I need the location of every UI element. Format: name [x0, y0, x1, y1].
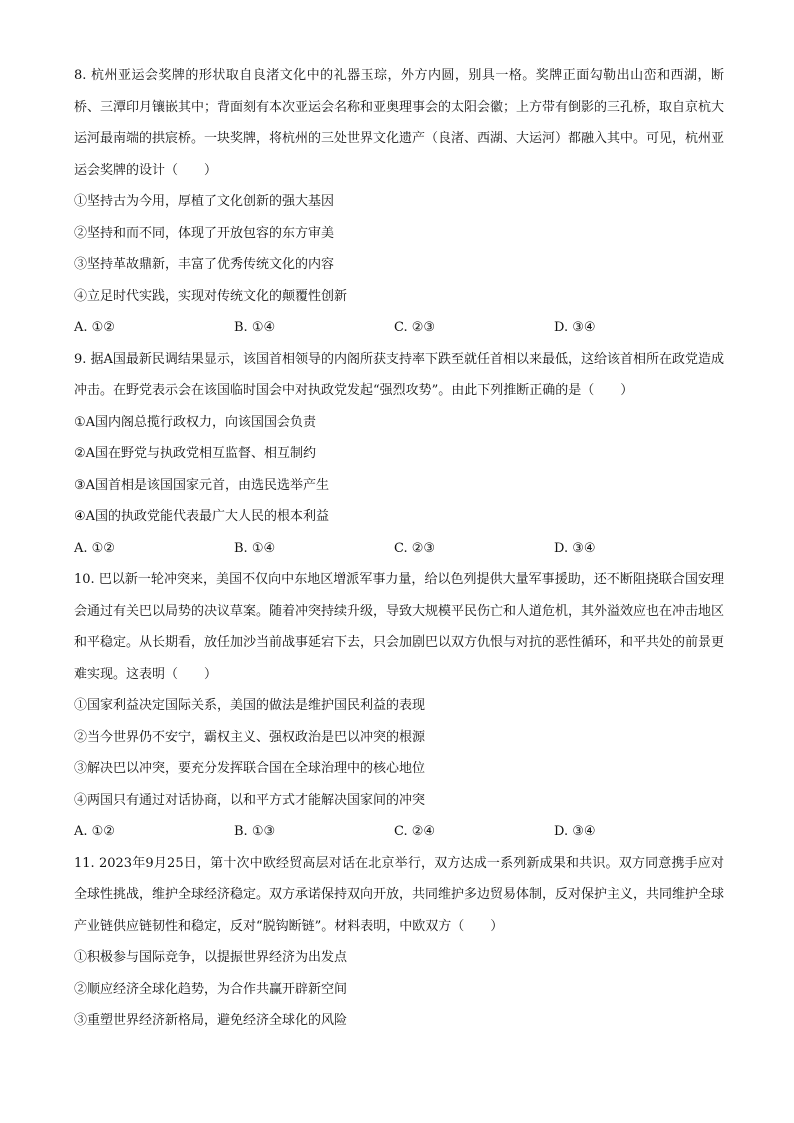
question-stem: 11. 2023年9月25日，第十次中欧经贸高层对话在北京举行，双方达成一系列新成果和共识。双方同意携手应对全球性挑战，维护全球经济稳定。双方承诺保持双向开放，共同维护多边贸易体制，反对保护主义，共同维护全球产业链供应链韧性和稳定，反对“脱钩断链”。材料表明，中欧双方（ ）	[74, 855, 725, 934]
choice-c: C. ②③	[394, 540, 436, 556]
question-stem: 8. 杭州亚运会奖牌的形状取自良渚文化中的礼器玉琮，外方内圆，别具一格。奖牌正面勾勒出山峦和西湖，断桥、三潭印月镶嵌其中；背面刻有本次亚运会名称和亚奥理事会的太阳会徽；上方带有倒影的三孔桥，取自京杭大运河最南端的拱宸桥。一块奖牌，将杭州的三处世界文化遗产（良渚、西湖、大运河）都融入其中。可见，杭州亚运会奖牌的设计（ ）	[74, 68, 725, 178]
option-4: ④A国的执政党能代表最广大人民的根本利益	[74, 509, 330, 524]
option-1: ①国家利益决定国际关系，美国的做法是维护国民利益的表现	[74, 698, 426, 713]
option-1: ①积极参与国际竞争，以提振世界经济为出发点	[74, 950, 348, 965]
choice-b: B. ①③	[234, 824, 276, 839]
choice-d: D. ③④	[554, 824, 596, 839]
question-8	[74, 60, 724, 344]
question-11	[74, 848, 724, 1037]
question-10	[74, 564, 724, 848]
option-4: ④两国只有通过对话协商，以和平方式才能解决国家间的冲突	[74, 792, 426, 808]
question-stem: 9. 据A国最新民调结果显示，该国首相领导的内阁所获支持率下跌至就任首相以来最低，这给该首相所在政党造成冲击。在野党表示会在该国临时国会中对执政党发起“强烈攻势”。由此下列推断正确的是（ ）	[74, 351, 724, 398]
choice-a: A. ①②	[74, 540, 115, 556]
option-1: ①A国内阁总揽行政权力，向该国国会负责	[74, 414, 317, 430]
option-1: ①坚持古为今用，厚植了文化创新的强大基因	[74, 194, 335, 209]
choice-b: B. ①④	[234, 540, 276, 556]
choice-d: D. ③④	[554, 320, 596, 335]
option-4: ④立足时代实践，实现对传统文化的颠覆性创新	[74, 288, 348, 304]
choice-c: C. ②③	[394, 320, 436, 335]
question-stem: 10. 巴以新一轮冲突来，美国不仅向中东地区增派军事力量，给以色列提供大量军事援助，还不断阻挠联合国安理会通过有关巴以局势的决议草案。随着冲突持续升级，导致大规模平民伤亡和人道危机，其外溢效应也在冲击地区和平稳定。从长期看，放任加沙当前战事延宕下去，只会加剧巴以双方仇恨与对抗的恶性循环，和平共处的前景更难实现。这表明（ ）	[74, 572, 725, 682]
option-2: ②当今世界仍不安宁，霸权主义、强权政治是巴以冲突的根源	[74, 729, 426, 745]
choice-a: A. ①②	[74, 320, 115, 335]
option-3: ③解决巴以冲突，要充分发挥联合国在全球治理中的核心地位	[74, 761, 426, 776]
choice-d: D. ③④	[554, 540, 596, 556]
choice-b: B. ①④	[234, 320, 276, 335]
option-2: ②A国在野党与执政党相互监督、相互制约	[74, 446, 317, 461]
choice-a: A. ①②	[74, 824, 115, 839]
question-list	[74, 60, 724, 1037]
option-2: ②坚持和而不同，体现了开放包容的东方审美	[74, 225, 335, 241]
question-9	[74, 344, 724, 565]
option-3: ③重塑世界经济新格局，避免经济全球化的风险	[74, 1013, 348, 1028]
option-3: ③A国首相是该国国家元首，由选民选举产生	[74, 477, 330, 493]
answer-choices	[74, 312, 724, 344]
choice-c: C. ②④	[394, 824, 436, 839]
answer-choices	[74, 533, 724, 565]
option-2: ②顺应经济全球化趋势，为合作共赢开辟新空间	[74, 981, 348, 997]
answer-choices	[74, 816, 724, 848]
option-3: ③坚持革故鼎新，丰富了优秀传统文化的内容	[74, 257, 335, 272]
